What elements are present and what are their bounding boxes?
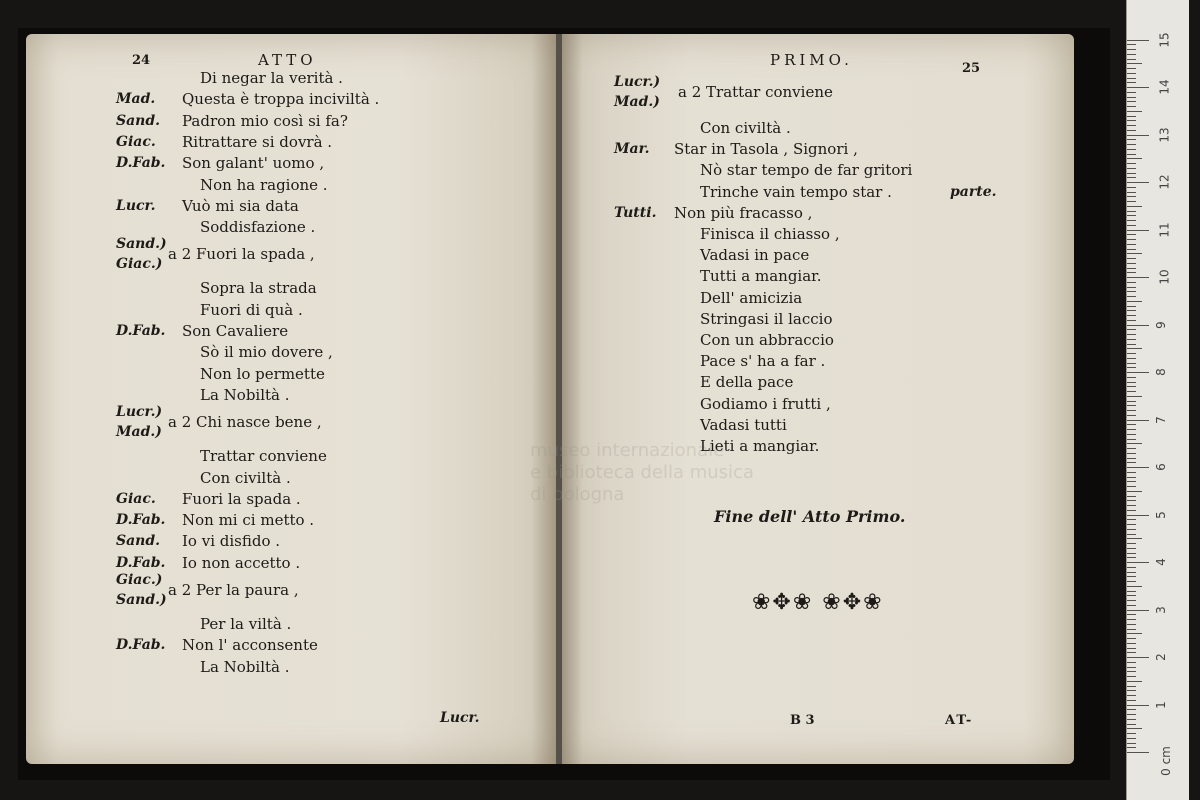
ruler-tick bbox=[1127, 491, 1142, 492]
ruler-tick bbox=[1127, 614, 1136, 615]
ruler-tick bbox=[1127, 249, 1136, 250]
ruler-tick bbox=[1127, 168, 1136, 169]
verse-text: Di negar la verità . bbox=[200, 69, 343, 87]
ruler-tick bbox=[1127, 277, 1149, 278]
speaker-label: Lucr.) bbox=[614, 74, 661, 90]
verse-text: Fuori di quà . bbox=[200, 300, 303, 319]
ruler-tick bbox=[1127, 173, 1136, 174]
speaker-label: D.Fab. bbox=[116, 155, 166, 172]
ruler-number: 3 bbox=[1153, 605, 1168, 614]
verse-text: a 2 Trattar conviene bbox=[678, 83, 833, 101]
ruler-tick bbox=[1127, 581, 1136, 582]
ruler-tick bbox=[1127, 154, 1136, 155]
ruler-tick bbox=[1127, 196, 1136, 197]
verse-text: Lieti a mangiar. bbox=[700, 437, 820, 455]
ruler-tick bbox=[1127, 600, 1136, 601]
ruler-tick bbox=[1127, 420, 1149, 421]
speaker-label: D.Fab. bbox=[116, 323, 166, 339]
ruler-tick bbox=[1127, 415, 1136, 416]
ruler-tick bbox=[1127, 477, 1136, 478]
verse-text: Son galant' uomo , bbox=[182, 154, 325, 173]
ruler-tick bbox=[1127, 315, 1136, 316]
ruler-tick bbox=[1127, 301, 1142, 302]
ruler-number: 8 bbox=[1153, 368, 1168, 376]
verse-text: Godiamo i frutti , bbox=[700, 394, 831, 413]
verse-text: Finisca il chiasso , bbox=[700, 225, 840, 243]
ruler-tick bbox=[1127, 747, 1136, 748]
ruler-tick bbox=[1127, 130, 1136, 131]
ruler-tick bbox=[1127, 529, 1136, 530]
ruler-tick bbox=[1127, 220, 1136, 221]
verse-text: Io non accetto . bbox=[182, 553, 301, 572]
verse-text: Non ha ragione . bbox=[200, 175, 328, 194]
ruler-tick bbox=[1127, 244, 1136, 245]
ruler-tick bbox=[1127, 510, 1136, 511]
ruler-tick bbox=[1127, 272, 1136, 273]
ruler-unit-label: 0 cm bbox=[1158, 746, 1173, 776]
ruler-tick bbox=[1127, 500, 1136, 501]
verse-text: Vadasi in pace bbox=[700, 246, 810, 265]
ruler-tick bbox=[1127, 534, 1136, 535]
verse-text: Star in Tasola , Signori , bbox=[674, 140, 858, 159]
ruler-tick bbox=[1127, 700, 1136, 701]
ruler-tick bbox=[1127, 458, 1136, 459]
ruler-tick bbox=[1127, 724, 1136, 725]
ruler-tick bbox=[1127, 78, 1136, 79]
ruler-tick bbox=[1127, 709, 1136, 710]
page-number-left: 24 bbox=[132, 53, 151, 68]
ruler-tick bbox=[1127, 163, 1136, 164]
ruler-tick bbox=[1127, 353, 1136, 354]
ruler-tick bbox=[1127, 562, 1149, 563]
ruler-tick bbox=[1127, 648, 1136, 649]
speaker-label: D.Fab. bbox=[116, 637, 166, 654]
ruler-tick bbox=[1127, 211, 1136, 212]
speaker-label: D.Fab. bbox=[116, 512, 166, 529]
ruler-tick bbox=[1127, 225, 1136, 226]
ruler-tick bbox=[1127, 49, 1136, 50]
speaker-label: Lucr.) bbox=[116, 404, 163, 421]
ruler-number: 7 bbox=[1153, 415, 1168, 424]
speaker-label: Sand.) bbox=[116, 592, 167, 608]
ruler-tick bbox=[1127, 695, 1136, 696]
ruler-tick bbox=[1127, 101, 1136, 102]
ruler-number: 9 bbox=[1153, 320, 1168, 329]
ruler-tick bbox=[1127, 149, 1136, 150]
ruler-tick bbox=[1127, 405, 1136, 406]
ruler-tick bbox=[1127, 320, 1136, 321]
catchword-left: Lucr. bbox=[440, 710, 480, 726]
ruler-tick bbox=[1127, 291, 1136, 292]
ruler-tick bbox=[1127, 662, 1136, 663]
ruler-tick bbox=[1127, 63, 1142, 64]
ruler-tick bbox=[1127, 106, 1136, 107]
ruler-tick bbox=[1127, 738, 1136, 739]
verse-text: Vadasi tutti bbox=[700, 415, 787, 434]
ruler-tick bbox=[1127, 543, 1136, 544]
speaker-label: Mad.) bbox=[614, 94, 660, 110]
ruler-tick bbox=[1127, 610, 1149, 611]
ruler-tick bbox=[1127, 296, 1136, 297]
ruler-tick bbox=[1127, 382, 1136, 383]
speaker-label: Giac.) bbox=[116, 256, 163, 273]
measurement-ruler bbox=[1126, 0, 1189, 800]
verse-text: Non mi ci metto . bbox=[182, 511, 315, 530]
ruler-tick bbox=[1127, 752, 1149, 753]
signature-mark: B 3 bbox=[790, 713, 815, 728]
ruler-tick bbox=[1127, 367, 1136, 368]
ruler-tick bbox=[1127, 733, 1136, 734]
ruler-tick bbox=[1127, 524, 1136, 525]
ruler-tick bbox=[1127, 139, 1136, 140]
verse-text: a 2 Fuori la spada , bbox=[168, 245, 315, 264]
verse-text: Nò star tempo de far gritori bbox=[700, 161, 913, 180]
watermark-line: museo internazionale bbox=[530, 440, 725, 461]
verse-text: Questa è troppa inciviltà . bbox=[182, 90, 380, 109]
ruler-tick bbox=[1127, 429, 1136, 430]
ruler-tick bbox=[1127, 467, 1149, 468]
ruler-tick bbox=[1127, 111, 1142, 112]
speaker-label: Giac.) bbox=[116, 572, 163, 588]
ruler-tick bbox=[1127, 728, 1142, 729]
ruler-tick bbox=[1127, 339, 1136, 340]
ruler-tick bbox=[1127, 676, 1136, 677]
ruler-tick bbox=[1127, 633, 1142, 634]
speaker-label: Giac. bbox=[116, 133, 156, 150]
ruler-tick bbox=[1127, 386, 1136, 387]
verse-text: a 2 Per la paura , bbox=[168, 581, 299, 599]
ruler-tick bbox=[1127, 595, 1136, 596]
ruler-tick bbox=[1127, 667, 1136, 668]
ruler-number: 4 bbox=[1153, 558, 1168, 566]
ruler-tick bbox=[1127, 97, 1136, 98]
verse-text: Sopra la strada bbox=[200, 279, 317, 298]
page-header-left: ATTO bbox=[258, 51, 317, 69]
ruler-tick bbox=[1127, 377, 1136, 378]
verse-text: Fuori la spada . bbox=[182, 489, 301, 508]
speaker-label: Mar. bbox=[614, 141, 650, 158]
ruler-tick bbox=[1127, 116, 1136, 117]
verse-text: a 2 Chi nasce bene , bbox=[168, 413, 322, 432]
ruler-tick bbox=[1127, 87, 1149, 88]
ruler-tick bbox=[1127, 553, 1136, 554]
ruler-tick bbox=[1127, 310, 1136, 311]
ruler-tick bbox=[1127, 519, 1136, 520]
ruler-tick bbox=[1127, 624, 1136, 625]
speaker-label: Giac. bbox=[116, 490, 156, 507]
ruler-tick bbox=[1127, 54, 1136, 55]
ruler-tick bbox=[1127, 619, 1136, 620]
verse-text: Non più fracasso , bbox=[674, 203, 813, 222]
ruler-tick bbox=[1127, 125, 1136, 126]
ruler-tick bbox=[1127, 201, 1136, 202]
ruler-tick bbox=[1127, 424, 1136, 425]
ruler-tick bbox=[1127, 287, 1136, 288]
ruler-tick bbox=[1127, 686, 1136, 687]
speaker-label: D.Fab. bbox=[116, 554, 166, 571]
ruler-tick bbox=[1127, 586, 1142, 587]
ruler-tick bbox=[1127, 629, 1136, 630]
watermark-line: e biblioteca della musica bbox=[530, 462, 754, 483]
ruler-tick bbox=[1127, 496, 1136, 497]
ruler-tick bbox=[1127, 215, 1136, 216]
ruler-tick bbox=[1127, 396, 1142, 397]
catchword-right: AT- bbox=[945, 713, 974, 728]
ruler-tick bbox=[1127, 40, 1149, 41]
ruler-tick bbox=[1127, 515, 1149, 516]
ruler-tick bbox=[1127, 325, 1149, 326]
ruler-number: 12 bbox=[1157, 174, 1172, 190]
ruler-tick bbox=[1127, 82, 1136, 83]
ruler-tick bbox=[1127, 576, 1136, 577]
ruler-tick bbox=[1127, 605, 1136, 606]
verse-text: La Nobiltà . bbox=[200, 657, 290, 676]
ruler-tick bbox=[1127, 638, 1136, 639]
ruler-tick bbox=[1127, 391, 1136, 392]
ruler-tick bbox=[1127, 144, 1136, 145]
ruler-tick bbox=[1127, 481, 1136, 482]
ruler-number: 10 bbox=[1157, 269, 1172, 285]
ruler-tick bbox=[1127, 462, 1136, 463]
exit-note: parte. bbox=[950, 184, 997, 200]
ruler-tick bbox=[1127, 59, 1136, 60]
ruler-tick bbox=[1127, 258, 1136, 259]
verse-text: Sò il mio dovere , bbox=[200, 343, 333, 362]
ruler-tick bbox=[1127, 206, 1142, 207]
verse-text: Soddisfazione . bbox=[200, 218, 316, 237]
verse-text: Dell' amicizia bbox=[700, 288, 803, 307]
verse-text: Stringasi il laccio bbox=[700, 309, 833, 328]
ruler-number: 1 bbox=[1153, 700, 1168, 709]
ruler-tick bbox=[1127, 743, 1136, 744]
ruler-tick bbox=[1127, 177, 1136, 178]
ruler-number: 2 bbox=[1153, 653, 1168, 661]
ruler-tick bbox=[1127, 671, 1136, 672]
ruler-tick bbox=[1127, 505, 1136, 506]
verse-text: Son Cavaliere bbox=[182, 322, 289, 340]
speaker-label: Tutti. bbox=[614, 204, 657, 221]
verse-text: Per la viltà . bbox=[200, 615, 292, 633]
ruler-tick bbox=[1127, 363, 1136, 364]
verse-text: Vuò mi sia data bbox=[182, 196, 299, 215]
ruler-tick bbox=[1127, 344, 1136, 345]
ruler-tick bbox=[1127, 329, 1136, 330]
speaker-label: Sand. bbox=[116, 112, 161, 129]
ruler-tick bbox=[1127, 358, 1136, 359]
ruler-tick bbox=[1127, 714, 1136, 715]
verse-text: Con civiltà . bbox=[700, 119, 791, 137]
printer-ornament: ❀✥❀ ❀✥❀ bbox=[752, 590, 884, 615]
ruler-tick bbox=[1127, 472, 1136, 473]
ruler-tick bbox=[1127, 643, 1136, 644]
verse-text: Con civiltà . bbox=[200, 468, 291, 487]
ruler-tick bbox=[1127, 705, 1149, 706]
verse-text: Non lo permette bbox=[200, 364, 325, 383]
ruler-tick bbox=[1127, 306, 1136, 307]
ruler-tick bbox=[1127, 557, 1136, 558]
ruler-tick bbox=[1127, 135, 1149, 136]
verse-text: Trinche vain tempo star . bbox=[700, 182, 892, 201]
ruler-tick bbox=[1127, 92, 1136, 93]
ruler-tick bbox=[1127, 263, 1136, 264]
speaker-label: Sand.) bbox=[116, 236, 167, 253]
ruler-tick bbox=[1127, 182, 1149, 183]
speaker-label: Mad. bbox=[116, 91, 156, 108]
ruler-tick bbox=[1127, 681, 1142, 682]
verse-text: Ritrattare si dovrà . bbox=[182, 132, 333, 151]
verse-text: Con un abbraccio bbox=[700, 331, 834, 349]
ruler-tick bbox=[1127, 572, 1136, 573]
verse-text: Tutti a mangiar. bbox=[700, 267, 822, 286]
verse-text: E della pace bbox=[700, 373, 794, 392]
ruler-tick bbox=[1127, 268, 1136, 269]
speaker-label: Lucr. bbox=[116, 197, 156, 214]
ruler-tick bbox=[1127, 690, 1136, 691]
watermark-line: di bologna bbox=[530, 484, 625, 505]
ruler-tick bbox=[1127, 68, 1136, 69]
ruler-tick bbox=[1127, 657, 1149, 658]
ruler-number: 15 bbox=[1157, 31, 1172, 48]
ruler-number: 11 bbox=[1157, 221, 1172, 238]
ruler-tick bbox=[1127, 192, 1136, 193]
ruler-tick bbox=[1127, 282, 1136, 283]
ruler-tick bbox=[1127, 44, 1136, 45]
ruler-tick bbox=[1127, 73, 1136, 74]
ruler-tick bbox=[1127, 234, 1136, 235]
ruler-tick bbox=[1127, 348, 1142, 349]
verse-text: La Nobiltà . bbox=[200, 385, 290, 404]
ruler-tick bbox=[1127, 591, 1136, 592]
ruler-tick bbox=[1127, 719, 1136, 720]
ruler-tick bbox=[1127, 443, 1142, 444]
ruler-tick bbox=[1127, 410, 1136, 411]
ruler-tick bbox=[1127, 158, 1142, 159]
verse-text: Pace s' ha a far . bbox=[700, 352, 826, 371]
ruler-tick bbox=[1127, 486, 1136, 487]
ruler-tick bbox=[1127, 187, 1136, 188]
ruler-tick bbox=[1127, 334, 1136, 335]
ruler-tick bbox=[1127, 239, 1136, 240]
ruler-number: 14 bbox=[1157, 79, 1172, 95]
page-number-right: 25 bbox=[962, 61, 981, 76]
ruler-tick bbox=[1127, 401, 1136, 402]
verse-text: Padron mio così si fa? bbox=[182, 111, 348, 130]
ruler-tick bbox=[1127, 439, 1136, 440]
speaker-label: Mad.) bbox=[116, 424, 162, 441]
verse-text: Trattar conviene bbox=[200, 447, 327, 466]
ruler-number: 13 bbox=[1157, 126, 1172, 143]
ruler-tick bbox=[1127, 434, 1136, 435]
end-of-act-text: Fine dell' Atto Primo. bbox=[714, 507, 906, 526]
ruler-tick bbox=[1127, 448, 1136, 449]
ruler-number: 5 bbox=[1153, 510, 1168, 519]
ruler-tick bbox=[1127, 253, 1142, 254]
verse-text: Non l' acconsente bbox=[182, 636, 318, 655]
ruler-tick bbox=[1127, 548, 1136, 549]
ruler-tick bbox=[1127, 538, 1142, 539]
page-header-right: PRIMO. bbox=[770, 51, 853, 69]
ruler-tick bbox=[1127, 230, 1149, 231]
ruler-number: 6 bbox=[1153, 463, 1168, 471]
ruler-tick bbox=[1127, 372, 1149, 373]
ruler-tick bbox=[1127, 567, 1136, 568]
speaker-label: Sand. bbox=[116, 533, 161, 550]
ruler-tick bbox=[1127, 652, 1136, 653]
verse-text: Io vi disfido . bbox=[182, 532, 281, 551]
ruler-tick bbox=[1127, 120, 1136, 121]
ruler-tick bbox=[1127, 453, 1136, 454]
